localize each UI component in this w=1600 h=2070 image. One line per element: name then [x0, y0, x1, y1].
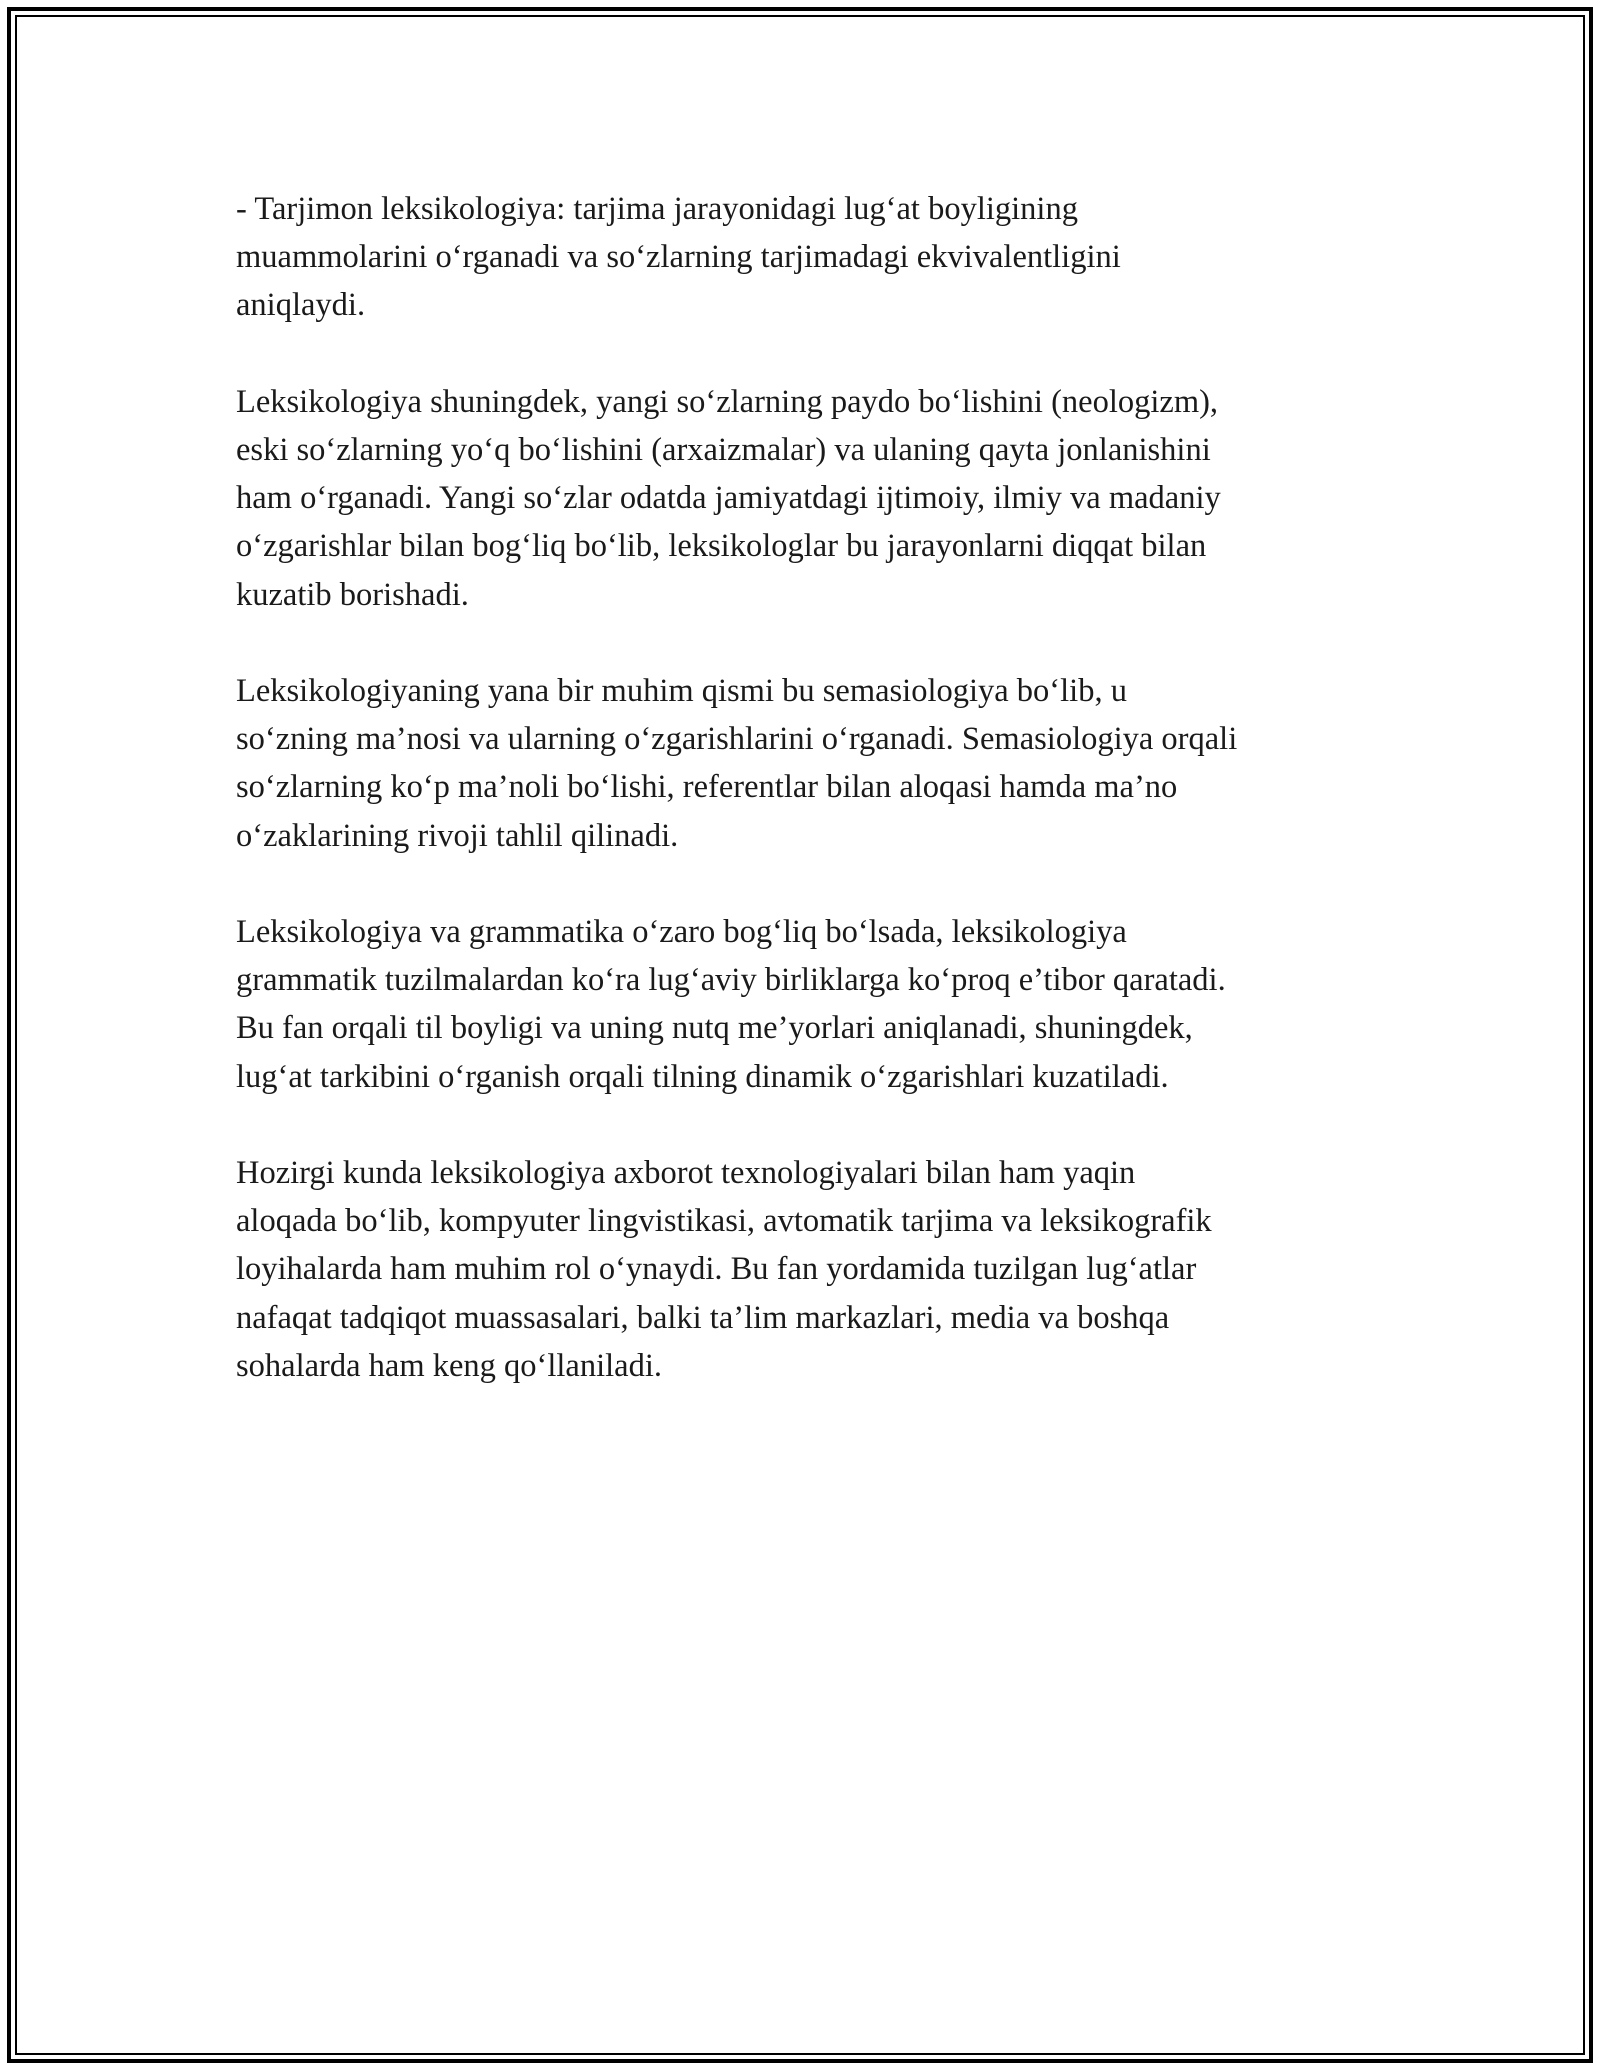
document-body	[236, 185, 1386, 1438]
paragraph-neologisms-archaisms: Leksikologiya shuningdek, yangi so‘zlarning paydo bo‘lishini (neologizm), eski so‘zlarning yo‘q bo‘lishini (arxaizmalar) va ulaning qayta jonlanishini ham o‘rganadi. Yangi so‘zlar odatda jamiyatdagi ijtimoiy, ilmiy va madaniy o‘zgarishlar bilan bog‘liq bo‘lib, leksikologlar bu jarayonlarni diqqat bilan kuzatib borishadi.	[236, 383, 1221, 613]
paragraph-lexicology-grammar: Leksikologiya va grammatika o‘zaro bog‘liq bo‘lsada, leksikologiya grammatik tuzilmalardan ko‘ra lug‘aviy birliklarga ko‘proq e’tibor qaratadi. Bu fan orqali til boyligi va uning nutq me’yorlari aniqlanadi, shuningdek, lug‘at tarkibini o‘rganish orqali tilning dinamik o‘zgarishlari kuzatiladi.	[236, 914, 1226, 1095]
paragraph-information-technologies: Hozirgi kunda leksikologiya axborot texnologiyalari bilan ham yaqin aloqada bo‘lib, kompyuter lingvistikasi, avtomatik tarjima va leksikografik loyihalarda ham muhim rol o‘ynaydi. Bu fan yordamida tuzilgan lug‘atlar nafaqat tadqiqot muassasalari, balki ta’lim markazlari, media va boshqa sohalarda ham keng qo‘llaniladi.	[236, 1155, 1212, 1384]
paragraph-translation-lexicology: - Tarjimon leksikologiya: tarjima jarayonidagi lug‘at boyligining muammolarini o‘rganadi va so‘zlarning tarjimadagi ekvivalentligini aniqlaydi.	[236, 191, 1121, 324]
paragraph-semasiology: Leksikologiyaning yana bir muhim qismi bu semasiologiya bo‘lib, u so‘zning ma’nosi va ularning o‘zgarishlarini o‘rganadi. Semasiologiya orqali so‘zlarning ko‘p ma’noli bo‘lishi, referentlar bilan aloqasi hamda ma’no o‘zaklarining rivoji tahlil qilinadi.	[236, 673, 1238, 854]
